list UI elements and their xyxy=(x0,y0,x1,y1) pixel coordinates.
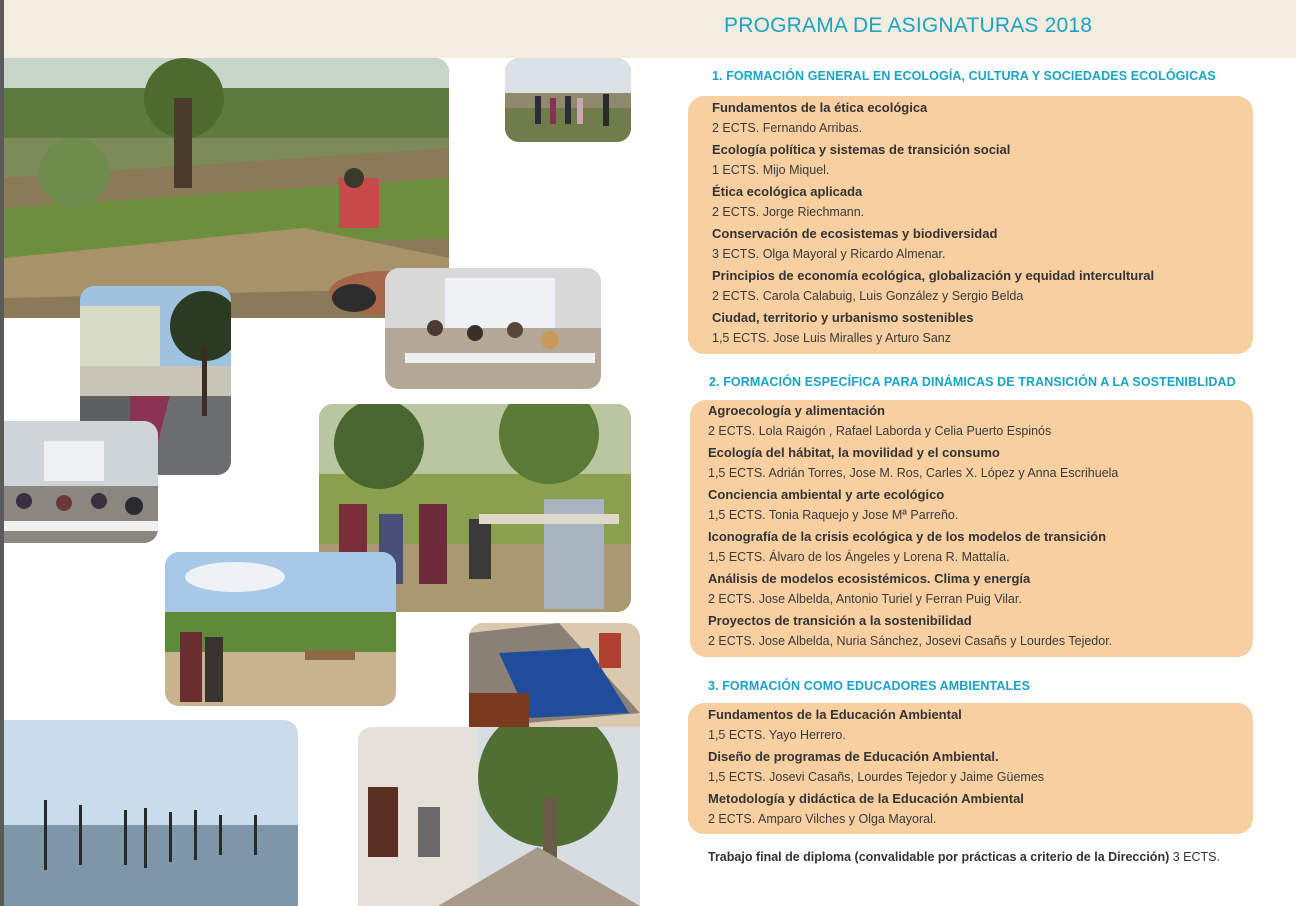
course-name: Fundamentos de la ética ecológica xyxy=(712,100,928,115)
course-item xyxy=(708,442,1118,484)
field-trip-photo xyxy=(505,58,631,142)
final-project xyxy=(708,850,1220,864)
course-item xyxy=(712,181,864,223)
course-detail: 2 ECTS. Lola Raigón , Rafael Laborda y Celia Puerto Espinós xyxy=(708,424,1052,438)
section-1-title: 1. FORMACIÓN GENERAL EN ECOLOGÍA, CULTURA Y SOCIEDADES ECOLÓGICAS xyxy=(712,69,1216,83)
course-item xyxy=(712,265,1154,307)
course-item xyxy=(708,484,958,526)
course-name: Diseño de programas de Educación Ambiental. xyxy=(708,749,999,764)
page-title: PROGRAMA DE ASIGNATURAS 2018 xyxy=(724,14,1093,37)
course-detail: 2 ECTS. Fernando Arribas. xyxy=(712,121,863,135)
course-detail: 1,5 ECTS. Adrián Torres, Jose M. Ros, Carles X. López y Anna Escrihuela xyxy=(708,466,1119,480)
course-name: Ética ecológica aplicada xyxy=(712,184,863,199)
course-detail: 1,5 ECTS. Yayo Herrero. xyxy=(708,728,846,742)
lake-poles-photo xyxy=(4,720,298,906)
course-detail: 2 ECTS. Jorge Riechmann. xyxy=(712,205,865,219)
course-detail: 2 ECTS. Jose Albelda, Nuria Sánchez, Josevi Casañs y Lourdes Tejedor. xyxy=(708,634,1113,648)
village-street-photo xyxy=(358,727,640,906)
section-2-box xyxy=(690,400,1253,657)
header-band xyxy=(4,0,1296,58)
course-item xyxy=(712,223,997,265)
course-name: Fundamentos de la Educación Ambiental xyxy=(708,707,962,722)
course-item xyxy=(708,788,1024,830)
course-name: Proyectos de transición a la sostenibilidad xyxy=(708,613,972,628)
course-detail: 2 ECTS. Carola Calabuig, Luis González y Sergio Belda xyxy=(712,289,1024,303)
course-item xyxy=(708,568,1030,610)
course-item xyxy=(712,97,927,139)
garden-photo xyxy=(4,58,449,318)
section-3-title: 3. FORMACIÓN COMO EDUCADORES AMBIENTALES xyxy=(708,679,1031,693)
course-item xyxy=(708,610,1112,652)
course-name: Principios de economía ecológica, globalización y equidad intercultural xyxy=(712,268,1155,283)
classroom-photo xyxy=(385,268,601,389)
section-3-box xyxy=(688,703,1253,834)
trail-photo xyxy=(165,552,396,706)
course-name: Análisis de modelos ecosistémicos. Clima y energía xyxy=(708,571,1031,586)
course-detail: 1,5 ECTS. Jose Luis Miralles y Arturo Sanz xyxy=(712,331,951,345)
course-name: Ecología política y sistemas de transición social xyxy=(712,142,1011,157)
course-name: Iconografía de la crisis ecológica y de los modelos de transición xyxy=(708,529,1107,544)
course-item xyxy=(712,307,974,349)
course-item xyxy=(712,139,1010,181)
course-name: Ecología del hábitat, la movilidad y el consumo xyxy=(708,445,1000,460)
course-name: Conciencia ambiental y arte ecológico xyxy=(708,487,945,502)
course-detail: 2 ECTS. Amparo Vilches y Olga Mayoral. xyxy=(708,812,937,826)
solar-house-photo xyxy=(469,623,640,728)
course-name: Metodología y didáctica de la Educación Ambiental xyxy=(708,791,1024,806)
course-item xyxy=(708,704,962,746)
course-detail: 1,5 ECTS. Álvaro de los Ángeles y Lorena R. Mattalía. xyxy=(708,550,1010,564)
lecture-room-photo xyxy=(4,421,158,543)
course-item xyxy=(708,526,1106,568)
final-project-name: Trabajo final de diploma (convalidable por prácticas a criterio de la Dirección) xyxy=(708,850,1170,864)
course-detail: 1 ECTS. Mijo Miquel. xyxy=(712,163,830,177)
course-detail: 1,5 ECTS. Tonia Raquejo y Jose Mª Parreño. xyxy=(708,508,959,522)
section-1-box xyxy=(688,96,1253,354)
course-item xyxy=(708,400,1051,442)
course-name: Conservación de ecosistemas y biodiversidad xyxy=(712,226,998,241)
final-project-detail: 3 ECTS. xyxy=(1169,850,1220,864)
section-2-title: 2. FORMACIÓN ESPECÍFICA PARA DINÁMICAS DE TRANSICIÓN A LA SOSTENIBLIDAD xyxy=(709,375,1236,389)
course-item xyxy=(708,746,1044,788)
course-name: Ciudad, territorio y urbanismo sostenibles xyxy=(712,310,974,325)
course-name: Agroecología y alimentación xyxy=(708,403,885,418)
course-detail: 1,5 ECTS. Josevi Casañs, Lourdes Tejedor y Jaime Güemes xyxy=(708,770,1045,784)
course-detail: 2 ECTS. Jose Albelda, Antonio Turiel y Ferran Puig Vilar. xyxy=(708,592,1022,606)
course-detail: 3 ECTS. Olga Mayoral y Ricardo Almenar. xyxy=(712,247,946,261)
